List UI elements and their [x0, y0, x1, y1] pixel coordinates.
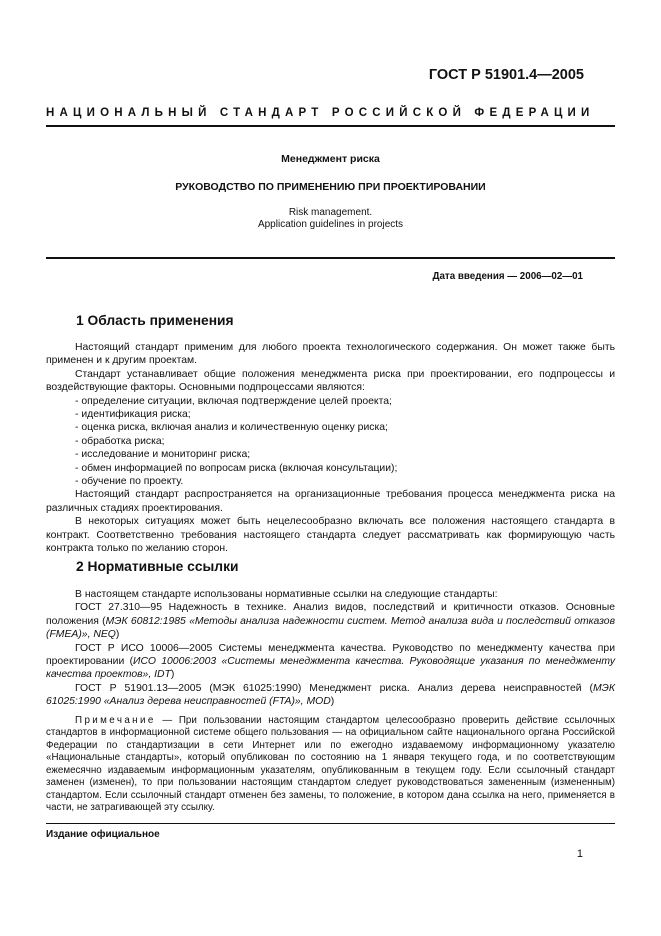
document-title: РУКОВОДСТВО ПО ПРИМЕНЕНИЮ ПРИ ПРОЕКТИРОВАНИИ	[175, 181, 486, 193]
list-item: - исследование и мониторинг риска;	[75, 449, 251, 461]
list-item: - обмен информацией по вопросам риска (включая консультации);	[75, 462, 398, 474]
paragraph: В настоящем стандарте использованы нормативные ссылки на следующие стандарты:	[75, 589, 498, 600]
edition-label: Издание официальное	[46, 829, 160, 840]
title-divider	[46, 257, 615, 259]
reference-text: ГОСТ Р ИСО 10006—2005 Системы менеджмента качества. Руководство по менеджменту качества при проектировании (	[46, 642, 615, 668]
section-1-body	[46, 341, 615, 556]
reference-equivalent: ИСО 10006:2003 «Системы менеджмента качества. Руководящие указания по менеджменту качества проектов», IDT	[46, 656, 616, 681]
introduction-date: Дата введения — 2006—02—01	[432, 271, 583, 282]
reference-text: ГОСТ Р 51901.13—2005 (МЭК 61025:1990) Менеджмент риска. Анализ дерева неисправностей (	[75, 682, 593, 694]
list-item: - обработка риска;	[75, 435, 165, 447]
paragraph: Настоящий стандарт распространяется на организационные требования процесса менеджмента риска на различных стадиях проектирования.	[46, 489, 615, 514]
reference-close: )	[115, 629, 120, 641]
page-number: 1	[576, 848, 583, 860]
reference-close: )	[330, 696, 335, 708]
english-title-line-2: Application guidelines in projects	[257, 219, 404, 230]
reference-equivalent: МЭК 60812:1985 «Методы анализа надежности систем. Метод анализа вида и последствий отказов (FMEA)», NEQ	[46, 615, 615, 641]
paragraph: Настоящий стандарт применим для любого проекта технологического содержания. Он может также быть применен и к другим проектам.	[46, 342, 615, 367]
english-title-line-1: Risk management.	[288, 207, 373, 218]
header-divider	[46, 125, 615, 127]
normative-reference	[46, 601, 615, 641]
footer-divider	[46, 823, 615, 824]
reference-equivalent: МЭК 61025:1990 «Анализ дерева неисправностей (FTA)», MOD	[46, 682, 615, 708]
section-1-heading: 1 Область применения	[76, 313, 234, 328]
note	[46, 715, 615, 815]
paragraph: Стандарт устанавливает общие положения менеджмента риска при проектировании, его подпроцессы и воздействующие факторы. Основными подпроцессами являются:	[46, 368, 615, 394]
list-item: - идентификация риска;	[75, 409, 191, 421]
list-item: - оценка риска, включая анализ и количественную оценку риска;	[75, 422, 388, 434]
note-text: — При пользовании настоящим стандартом целесообразно проверить действие ссылочных стандартов в информационной системе общего пользования — на официальном сайте национального органа Российской Федерации по стандартизации в сети Интернет или по ежегодно издаваемому информационному указателю «Национальные стандарты», который опубликован по состоянию на 1 января текущего года, и по соответствующим ежемесячно издаваемым информационным указателям, опубликованным в текущем году. Если ссылочный стандарт заменен (изменен), то при пользовании настоящим стандартом следует руководствоваться замененным (измененным) стандартом. Если ссылочный стандарт отменен без замены, то положение, в котором дана ссылка на него, применяется в части, не затрагивающей эту ссылку.	[46, 714, 615, 814]
standard-number: ГОСТ Р 51901.4—2005	[428, 67, 584, 83]
english-title	[46, 207, 615, 231]
normative-reference	[46, 682, 615, 709]
document-subject: Менеджмент риска	[281, 153, 380, 165]
paragraph: В некоторых ситуациях может быть нецелесообразно включать все положения настоящего стандарта в контракт. Соответственно требования настоящего стандарта следует рассматривать как формирующую часть контракта только по желанию сторон.	[46, 516, 615, 555]
section-2-heading: 2 Нормативные ссылки	[76, 559, 239, 574]
reference-close: )	[170, 669, 175, 681]
list-item: - определение ситуации, включая подтверждение целей проекта;	[75, 395, 392, 407]
national-standard-banner: НАЦИОНАЛЬНЫЙ СТАНДАРТ РОССИЙСКОЙ ФЕДЕРАЦИИ	[46, 107, 595, 119]
note-label: Примечание	[75, 714, 156, 726]
normative-reference	[46, 642, 615, 682]
list-item: - обучение по проекту.	[75, 476, 184, 488]
section-2-body	[46, 588, 615, 815]
reference-text: ГОСТ 27.310—95 Надежность в технике. Анализ видов, последствий и критичности отказов. Основные положения (	[46, 602, 615, 627]
